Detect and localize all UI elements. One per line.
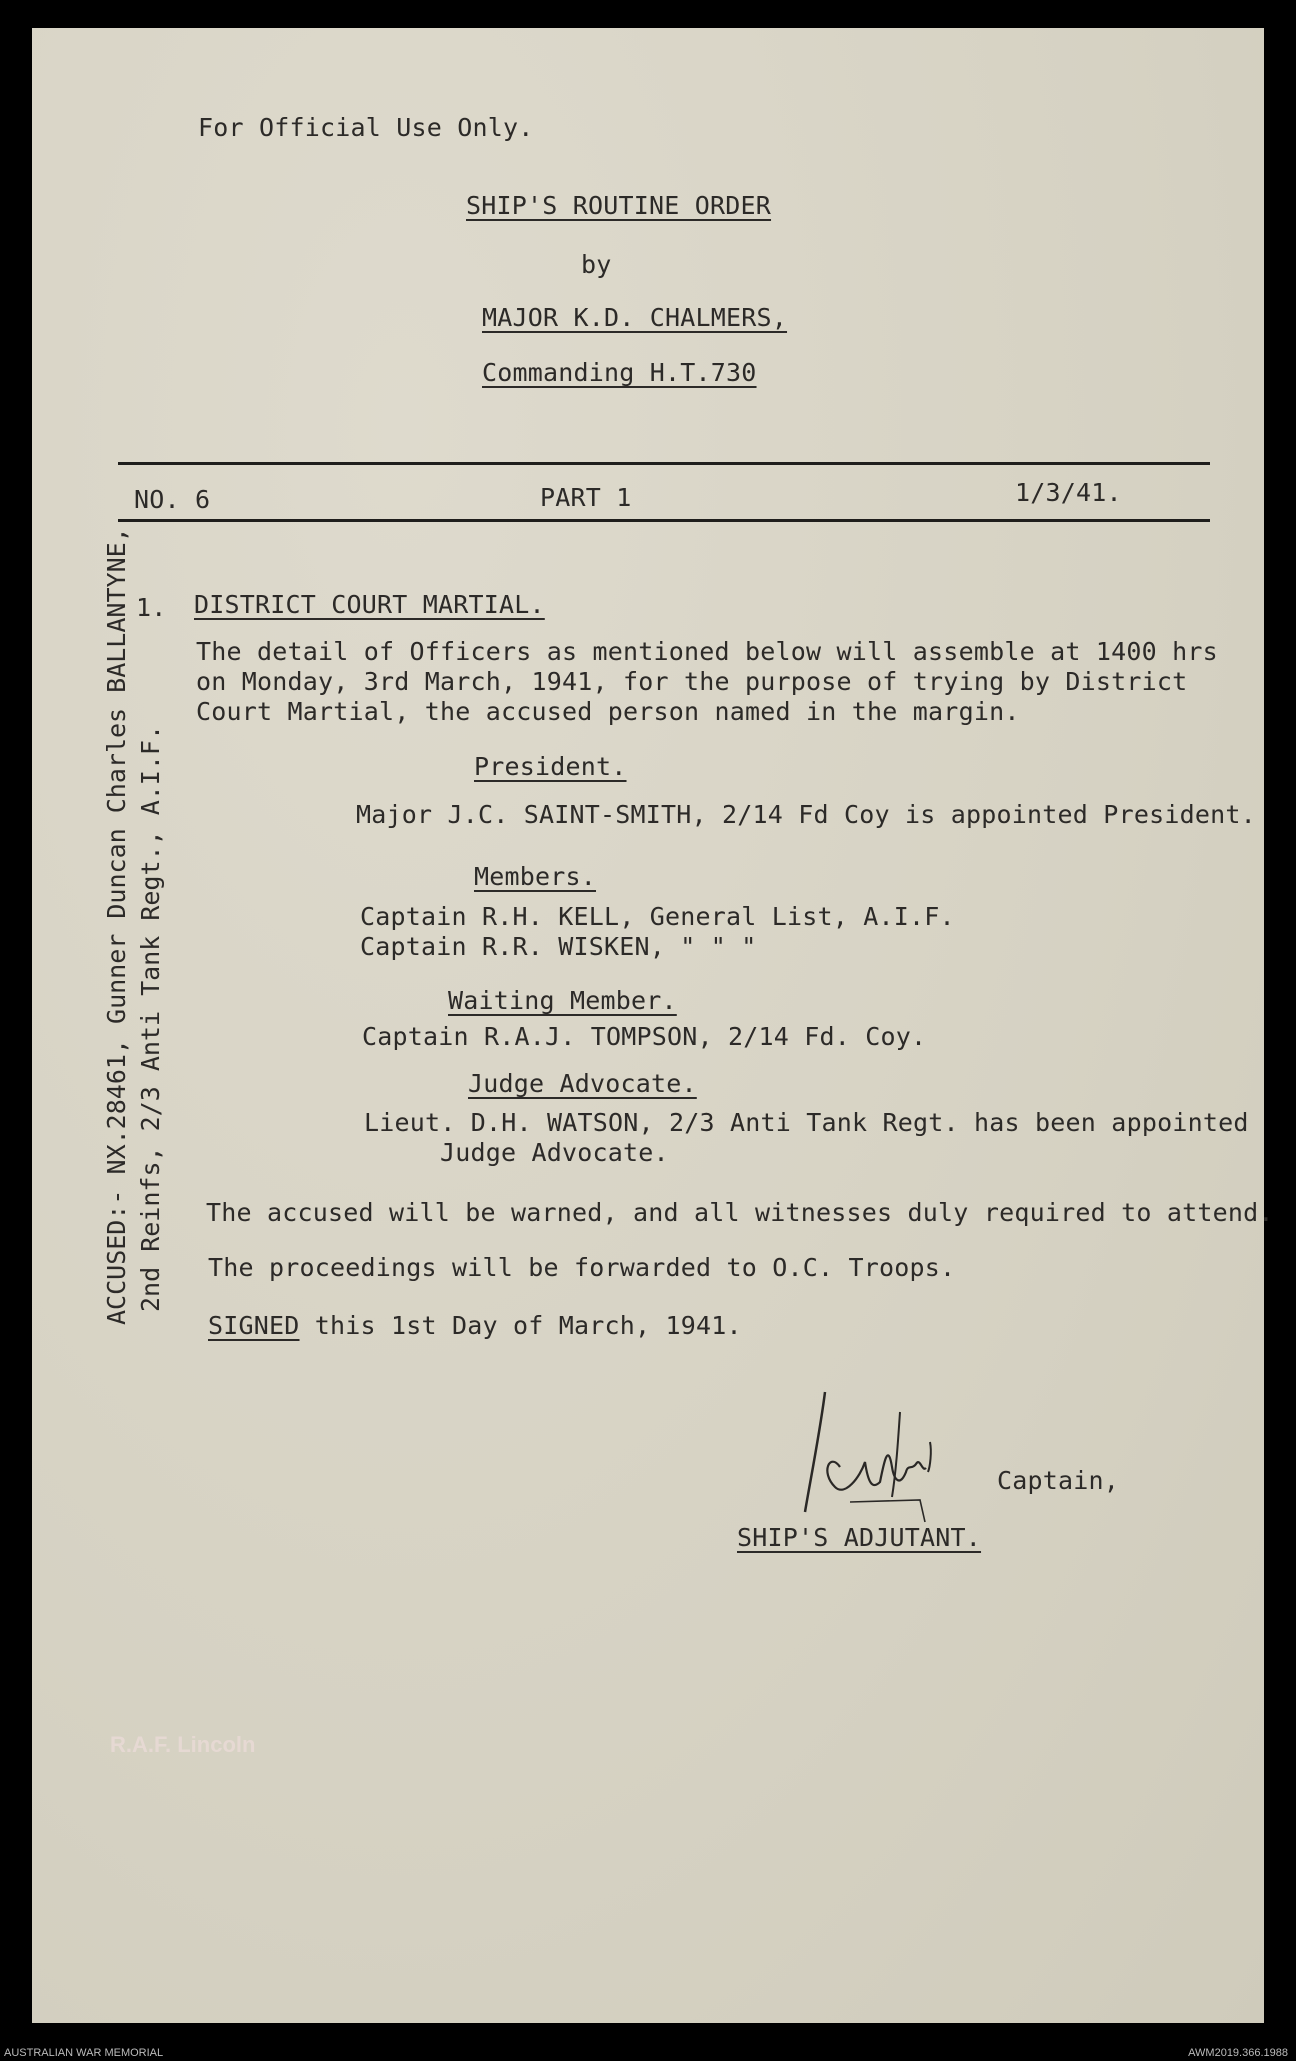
signed-word: SIGNED: [208, 1311, 300, 1340]
president-heading: President.: [474, 752, 627, 781]
judge-heading: Judge Advocate.: [468, 1069, 697, 1098]
signatory-rank: Captain,: [997, 1466, 1120, 1495]
official-use-label: For Official Use Only.: [198, 113, 534, 142]
item-number: 1.: [136, 593, 167, 622]
proceedings-text: The proceedings will be forwarded to O.C. Troops.: [208, 1253, 956, 1282]
order-title: SHIP'S ROUTINE ORDER: [466, 191, 772, 220]
intro-line-3: Court Martial, the accused person named in the margin.: [196, 697, 1020, 726]
member-1: Captain R.H. KELL, General List, A.I.F.: [360, 902, 955, 931]
waiting-heading: Waiting Member.: [448, 986, 677, 1015]
waiting-member: Captain R.A.J. TOMPSON, 2/14 Fd. Coy.: [362, 1022, 927, 1051]
command-label: Commanding H.T.730: [482, 358, 757, 387]
intro-line-1: The detail of Officers as mentioned below will assemble at 1400 hrs: [196, 637, 1218, 666]
order-number: NO. 6: [134, 485, 211, 514]
signed-rest: this 1st Day of March, 1941.: [299, 1311, 742, 1340]
judge-line-2: Judge Advocate.: [440, 1138, 669, 1167]
margin-accused-line2: 2nd Reinfs, 2/3 Anti Tank Regt., A.I.F.: [136, 725, 165, 1312]
faint-stamp: R.A.F. Lincoln: [110, 1732, 256, 1757]
signatory-role: SHIP'S ADJUTANT.: [737, 1523, 982, 1552]
president-text: Major J.C. SAINT-SMITH, 2/14 Fd Coy is appointed President.: [356, 800, 1256, 829]
by-label: by: [581, 250, 612, 279]
judge-line-1: Lieut. D.H. WATSON, 2/3 Anti Tank Regt. has been appointed: [364, 1108, 1249, 1137]
intro-line-2: on Monday, 3rd March, 1941, for the purpose of trying by District: [196, 667, 1188, 696]
top-rule: [118, 462, 1210, 465]
members-heading: Members.: [474, 862, 597, 891]
handwritten-signature: [780, 1372, 1000, 1532]
item-heading: DISTRICT COURT MARTIAL.: [194, 590, 545, 619]
member-2: Captain R.R. WISKEN, " " ": [360, 932, 757, 961]
bottom-rule: [118, 519, 1210, 522]
footer-right: AWM2019.366.1988: [1188, 2047, 1288, 2059]
order-date: 1/3/41.: [1015, 478, 1122, 507]
warned-text: The accused will be warned, and all witnesses duly required to attend.: [206, 1198, 1274, 1227]
order-part: PART 1: [540, 483, 632, 512]
footer-left: AUSTRALIAN WAR MEMORIAL: [4, 2047, 164, 2059]
margin-accused-line1: ACCUSED:- NX.28461, Gunner Duncan Charles BALLANTYNE,: [102, 527, 131, 1325]
signed-text: [208, 1311, 742, 1340]
commander-name: MAJOR K.D. CHALMERS,: [482, 303, 788, 332]
